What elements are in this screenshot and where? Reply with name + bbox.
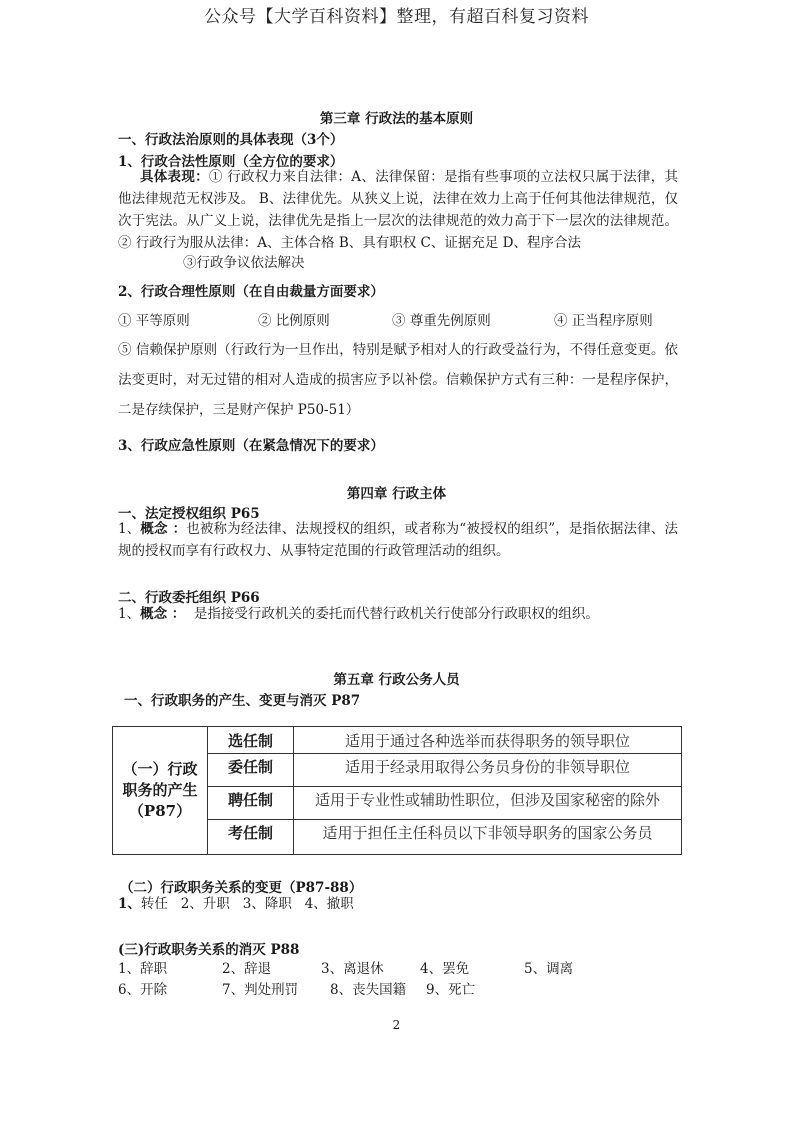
legality-principle-paragraph: [118, 166, 678, 254]
termination-item: 2、辞退: [222, 961, 272, 977]
item-number: 1、: [118, 606, 141, 622]
description-cell: 适用于通过各种选举而获得职务的领导职位: [294, 727, 682, 754]
legality-item-3: ③行政争议依法解决: [183, 255, 305, 271]
stage-line: （P87）: [128, 802, 192, 820]
concept-text: 也被称为经法律、法规授权的组织，或者称为“被授权的组织”，是指依据法律、法规的授权而享有行政权力、从事特定范围的行政管理活动的组织。: [118, 521, 678, 559]
chapter-5-section-3-heading: (三)行政职务关系的消灭 P88: [118, 942, 300, 958]
system-cell: 考任制: [208, 820, 294, 855]
principle-item: ③ 尊重先例原则: [392, 313, 491, 329]
chapter-5-section-1-heading: 一、行政职务的产生、变更与消灭 P87: [124, 693, 361, 709]
authorized-org-paragraph: [118, 518, 678, 562]
stage-line: 职务的产生: [122, 781, 198, 799]
chapter-5-section-2-heading: （二）行政职务关系的变更（P87-88）: [120, 880, 363, 896]
entrusted-org-paragraph: [118, 603, 678, 625]
page-header-watermark: 公众号【大学百科资料】整理，有超百科复习资料: [204, 7, 589, 27]
concept-label: 概念 ：: [140, 606, 186, 622]
stage-cell: [113, 727, 208, 855]
chapter-3-title: 第三章 行政法的基本原则: [319, 111, 474, 127]
change-item: 4、撤职: [304, 896, 354, 912]
description-cell: 适用于担任主任科员以下非领导职务的国家公务员: [294, 820, 682, 855]
chapter-5-title: 第五章 行政公务人员: [333, 672, 460, 688]
termination-item: 8、丧失国籍: [330, 982, 407, 998]
system-cell: 选任制: [208, 727, 294, 754]
legality-text: ① 行政权力来自法律：A、法律保留：是指有些事项的立法权只属于法律，其他法律规范无权涉及。 B、法律优先。从狭义上说，法律在效力上高于任何其他法律规范，仅次于宪法。从广义上说，法律优先是指上一层次的法律规范的效力高于下一层次的法律规范。 ② 行政行为服从法律：A、主体合格 B、具有职权 C、证据充足 D、程序合法: [118, 169, 678, 251]
concept-text: 是指接受行政机关的委托而代替行政机关行使部分行政职权的组织。: [193, 606, 599, 622]
principle-item: ② 比例原则: [258, 313, 330, 329]
chapter-3-sub-2-heading: 2、行政合理性原则（在自由裁量方面要求）: [118, 284, 384, 300]
chapter-3-sub-3-heading: 3、行政应急性原则（在紧急情况下的要求）: [118, 438, 384, 454]
chapter-4-section-2-heading: 二、行政委托组织 P66: [118, 590, 260, 606]
change-item: 3、降职: [242, 896, 292, 912]
termination-item: 6、开除: [118, 982, 168, 998]
principle-item: ① 平等原则: [118, 313, 190, 329]
system-cell: 委任制: [208, 754, 294, 787]
stage-line: （一）行政: [122, 760, 198, 778]
termination-item: 5、调离: [524, 961, 574, 977]
system-cell: 聘任制: [208, 787, 294, 820]
chapter-4-section-1-heading: 一、法定授权组织 P65: [118, 506, 260, 522]
termination-item: 4、罢免: [420, 961, 470, 977]
description-cell: 适用于经录用取得公务员身份的非领导职位: [294, 754, 682, 787]
termination-item: 1、辞职: [118, 961, 168, 977]
chapter-3-sub-1-heading: 1、行政合法性原则（全方位的要求）: [118, 154, 344, 170]
description-cell: 适用于专业性或辅助性职位，但涉及国家秘密的除外: [294, 787, 682, 820]
item-number: 1、: [118, 521, 141, 537]
termination-item: 3、离退休: [321, 961, 384, 977]
item-number: 1、: [118, 896, 141, 912]
table-row: [113, 727, 682, 754]
legality-label: 具体表现：: [140, 169, 209, 185]
termination-item: 7、判处刑罚: [222, 982, 299, 998]
termination-item: 9、死亡: [426, 982, 476, 998]
concept-label: 概念 ：: [140, 521, 187, 537]
trust-protection-paragraph: ⑤ 信赖保护原则（行政行为一旦作出，特别是赋予相对人的行政受益行为，不得任意变更。依法变更时，对无过错的相对人造成的损害应予以补偿。信赖保护方式有三种：一是程序保护，二是存续保护，三是财产保护 P50-51）: [118, 342, 678, 418]
change-item: 2、升职: [180, 896, 230, 912]
position-changes-list: [118, 893, 354, 915]
chapter-3-section-1-heading: 一、行政法治原则的具体表现（3个）: [118, 132, 344, 148]
page-number: 2: [392, 1018, 401, 1032]
position-creation-table: [112, 726, 682, 855]
principle-item: ④ 正当程序原则: [554, 313, 653, 329]
chapter-4-title: 第四章 行政主体: [346, 486, 447, 502]
change-item: 转任: [140, 896, 168, 912]
